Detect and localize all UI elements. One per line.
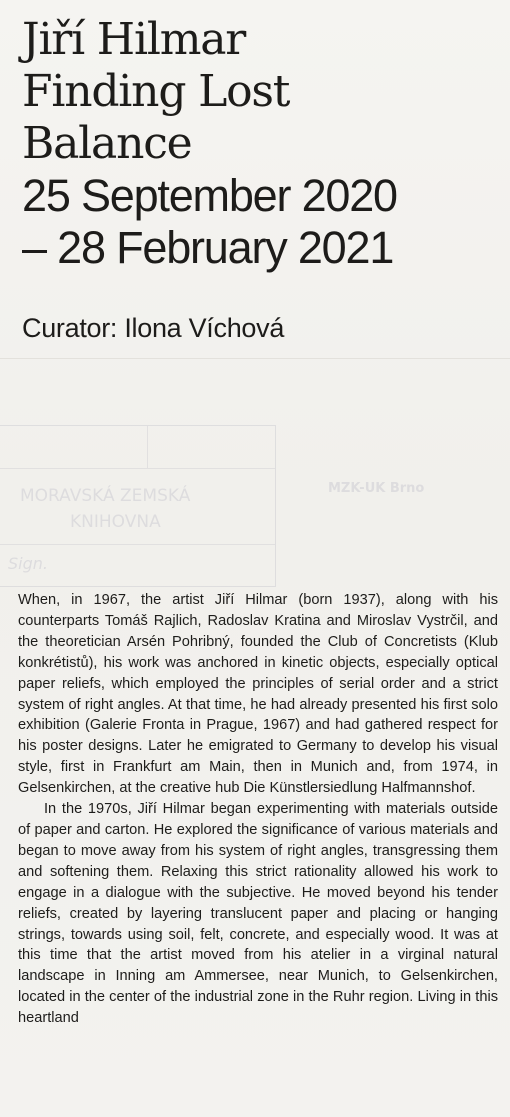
stamp-row-line bbox=[0, 544, 275, 545]
artist-name: Jiří Hilmar bbox=[22, 14, 246, 65]
body-text bbox=[18, 590, 498, 1029]
exhibition-dates-line-2: – 28 February 2021 bbox=[22, 222, 394, 273]
page-fold-line bbox=[0, 358, 510, 359]
stamp-text-line-1: MORAVSKÁ ZEMSKÁ bbox=[20, 486, 191, 506]
exhibition-title-line-1: Finding Lost bbox=[22, 66, 290, 117]
exhibition-title-line-2: Balance bbox=[22, 118, 192, 169]
stamp-row-line bbox=[0, 468, 275, 469]
stamp-code: MZK-UK Brno bbox=[328, 481, 425, 496]
stamp-divider bbox=[147, 426, 148, 468]
stamp-text-line-2: KNIHOVNA bbox=[70, 512, 161, 532]
title-block bbox=[22, 14, 502, 274]
library-stamp bbox=[0, 425, 276, 587]
body-paragraph-1: When, in 1967, the artist Jiří Hilmar (born 1937), along with his counterparts Tomáš Rajlich, Radoslav Kratina and Miroslav Vystrčil, and the theoretician Arsén Pohribný, founded the Club of Concretists (Klub konkrétistů), his work was anchored in kinetic objects, especially optical paper reliefs, which employed the principles of serial order and a strict system of right angles. At that time, he had already presented his first solo exhibition (Galerie Fronta in Prague, 1967) and had gathered respect for his poster designs. Later he emigrated to Germany to develop his visual style, first in Frankfurt am Main, then in Munich and, from 1974, in Gelsenkirchen, at the creative hub Die Künstlersiedlung Halfmannshof. bbox=[18, 592, 498, 797]
exhibition-dates-line-1: 25 September 2020 bbox=[22, 170, 397, 221]
body-paragraph-2: In the 1970s, Jiří Hilmar began experimenting with materials outside of paper and carton. He explored the significance of various materials and began to move away from his system of right angles, transgressing them and softening them. Relaxing this strict rationality allowed his work to engage in a dialogue with the subjective. He moved beyond his tender reliefs, created by layering translucent paper and placing or hanging strings, towards using soil, felt, concrete, and especially wood. It was at this time that the artist moved from his atelier in a virginal natural landscape in Inning am Ammersee, near Munich, to Gelsenkirchen, located in the center of the industrial zone in the Ruhr region. Living in this heartland bbox=[18, 801, 498, 1027]
stamp-sign-label: Sign. bbox=[8, 554, 48, 573]
curator-credit: Curator: Ilona Víchová bbox=[22, 313, 285, 343]
